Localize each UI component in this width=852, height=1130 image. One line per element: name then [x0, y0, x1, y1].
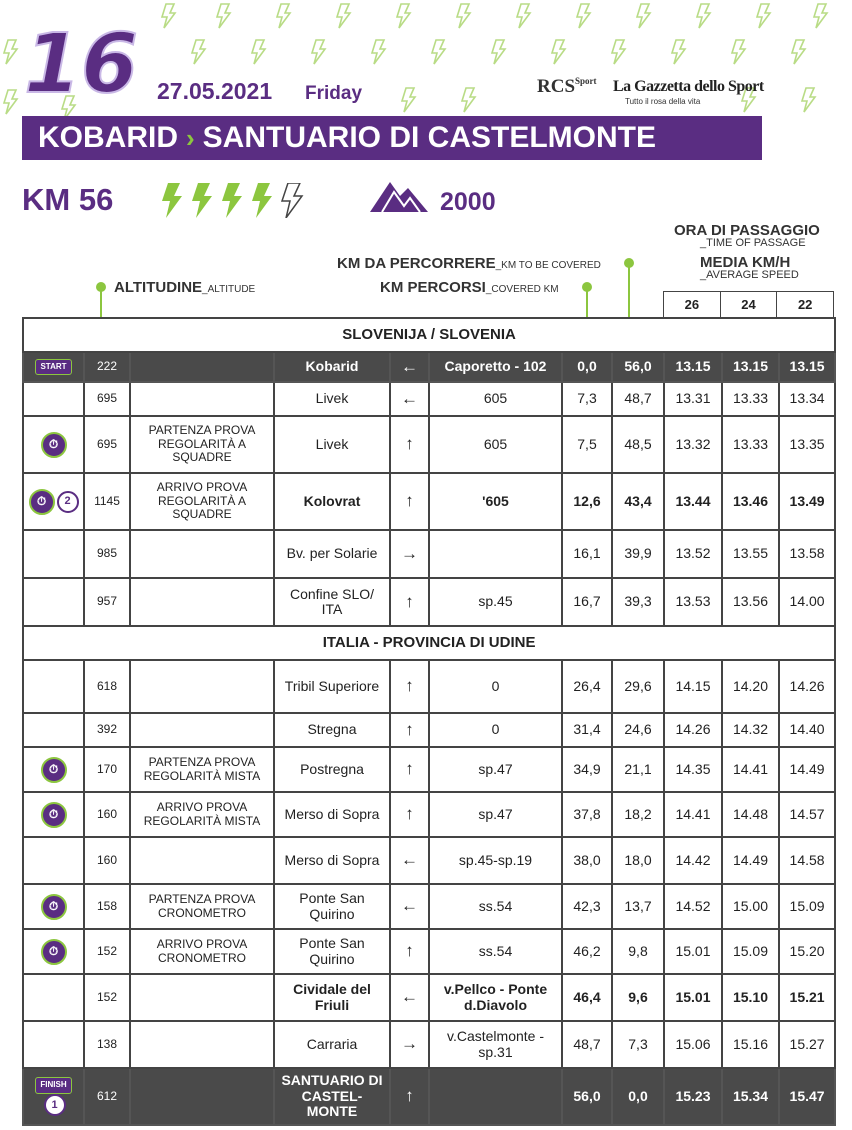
km-done-cell: 46,4: [562, 974, 612, 1021]
km-done-label: KM PERCORSI_COVERED KM: [380, 279, 559, 296]
altitude-cell: 957: [84, 578, 130, 626]
road-cell: 0: [429, 713, 562, 747]
direction-icon: ←: [390, 352, 429, 382]
km-left-cell: 18,0: [612, 837, 664, 884]
road-cell: sp.47: [429, 792, 562, 837]
km-done-pin: [586, 288, 588, 318]
rcs-logo-text: RCS: [537, 76, 576, 97]
icon-cell: [23, 713, 84, 747]
icon-cell: [23, 837, 84, 884]
time-passage-label: ORA DI PASSAGGIO: [674, 222, 820, 239]
place-cell: Ponte San Quirino: [274, 929, 390, 974]
route-arrow-icon: ›: [186, 123, 195, 153]
altitude-cell: 612: [84, 1068, 130, 1125]
finish-flag-icon: FINISH: [35, 1077, 71, 1094]
km-left-cell: 48,5: [612, 416, 664, 473]
time-24-cell: 13.33: [722, 382, 779, 416]
speed-col-2: 24: [720, 291, 778, 318]
direction-icon: ↑: [390, 747, 429, 792]
time-passage-label-en: _TIME OF PASSAGE: [700, 237, 806, 249]
section-title: ITALIA - PROVINCIA DI UDINE: [23, 626, 835, 660]
icon-cell: [23, 473, 84, 530]
time-24-cell: 15.10: [722, 974, 779, 1021]
table-row: [23, 660, 835, 713]
icon-cell: [23, 382, 84, 416]
note-cell: [130, 1021, 274, 1068]
time-22-cell: 13.15: [779, 352, 835, 382]
table-row: [23, 578, 835, 626]
road-cell: '605: [429, 473, 562, 530]
km-left-cell: 7,3: [612, 1021, 664, 1068]
time-26-cell: 15.23: [664, 1068, 722, 1125]
time-22-cell: 14.49: [779, 747, 835, 792]
time-26-cell: 14.41: [664, 792, 722, 837]
road-cell: sp.47: [429, 747, 562, 792]
place-cell: Tribil Superiore: [274, 660, 390, 713]
direction-icon: ↑: [390, 473, 429, 530]
place-cell: Merso di Sopra: [274, 837, 390, 884]
section-header-row: [23, 318, 835, 352]
icon-cell: [23, 352, 84, 382]
km-done-cell: 56,0: [562, 1068, 612, 1125]
time-24-cell: 13.15: [722, 352, 779, 382]
km-left-cell: 43,4: [612, 473, 664, 530]
speed-col-3: 22: [776, 291, 834, 318]
note-cell: [130, 382, 274, 416]
time-26-cell: 13.52: [664, 530, 722, 578]
km-done-cell: 48,7: [562, 1021, 612, 1068]
note-cell: [130, 974, 274, 1021]
place-cell: Merso di Sopra: [274, 792, 390, 837]
place-cell: Livek: [274, 382, 390, 416]
km-done-cell: 31,4: [562, 713, 612, 747]
gazzetta-tagline: Tutto il rosa della vita: [625, 97, 701, 106]
road-cell: v.Castelmonte - sp.31: [429, 1021, 562, 1068]
altitude-cell: 392: [84, 713, 130, 747]
difficulty-rating: [160, 183, 310, 218]
note-cell: [130, 1068, 274, 1125]
altitude-cell: 160: [84, 792, 130, 837]
note-cell: [130, 713, 274, 747]
km-left-cell: 39,9: [612, 530, 664, 578]
time-24-cell: 15.00: [722, 884, 779, 929]
road-cell: sp.45-sp.19: [429, 837, 562, 884]
direction-icon: ←: [390, 382, 429, 416]
rcs-logo-sub: Sport: [575, 76, 597, 86]
start-flag-icon: START: [35, 359, 71, 376]
km-done-cell: 0,0: [562, 352, 612, 382]
route-banner: [22, 116, 762, 160]
road-cell: v.Pellco - Ponte d.Diavolo: [429, 974, 562, 1021]
time-22-cell: 15.47: [779, 1068, 835, 1125]
note-cell: [130, 352, 274, 382]
finish-stopwatch-icon: ⏱: [41, 802, 67, 828]
route-from: KOBARID: [38, 121, 178, 154]
road-cell: ss.54: [429, 929, 562, 974]
km-left-cell: 56,0: [612, 352, 664, 382]
road-cell: [429, 530, 562, 578]
direction-icon: ↑: [390, 713, 429, 747]
difficulty-bolt-icon: [222, 183, 242, 218]
time-22-cell: 14.58: [779, 837, 835, 884]
direction-icon: ↑: [390, 578, 429, 626]
difficulty-bolt-icon: [192, 183, 212, 218]
icon-cell: [23, 929, 84, 974]
altitude-cell: 158: [84, 884, 130, 929]
place-cell: Cividale del Friuli: [274, 974, 390, 1021]
route-to: SANTUARIO DI CASTELMONTE: [202, 121, 656, 154]
gazzetta-logo: La Gazzetta dello Sport: [613, 78, 764, 95]
time-24-cell: 14.49: [722, 837, 779, 884]
time-22-cell: 13.58: [779, 530, 835, 578]
place-cell: Ponte San Quirino: [274, 884, 390, 929]
time-24-cell: 14.20: [722, 660, 779, 713]
altitude-pin: [100, 288, 102, 318]
direction-icon: ↑: [390, 929, 429, 974]
place-cell: Carraria: [274, 1021, 390, 1068]
km-left-cell: 18,2: [612, 792, 664, 837]
time-26-cell: 15.01: [664, 929, 722, 974]
icon-cell: [23, 747, 84, 792]
mountain-icon: [370, 178, 428, 214]
time-26-cell: 13.44: [664, 473, 722, 530]
icon-cell: [23, 660, 84, 713]
place-cell: Confine SLO/ ITA: [274, 578, 390, 626]
km-left-cell: 48,7: [612, 382, 664, 416]
direction-icon: ↑: [390, 660, 429, 713]
km-left-cell: 24,6: [612, 713, 664, 747]
icon-cell: [23, 1068, 84, 1125]
finish-stopwatch-icon: ⏱: [29, 489, 55, 515]
stage-date: 27.05.2021: [157, 78, 273, 104]
icon-cell: [23, 1021, 84, 1068]
gpm-category-icon: 1: [44, 1094, 66, 1116]
table-row: [23, 974, 835, 1021]
km-done-cell: 7,3: [562, 382, 612, 416]
altitude-cell: 695: [84, 382, 130, 416]
km-done-cell: 38,0: [562, 837, 612, 884]
time-22-cell: 15.27: [779, 1021, 835, 1068]
start-stopwatch-icon: ⏱: [41, 894, 67, 920]
direction-icon: ←: [390, 974, 429, 1021]
km-left-cell: 29,6: [612, 660, 664, 713]
table-row: [23, 382, 835, 416]
time-26-cell: 14.42: [664, 837, 722, 884]
km-done-cell: 46,2: [562, 929, 612, 974]
time-24-cell: 14.41: [722, 747, 779, 792]
altitude-cell: 222: [84, 352, 130, 382]
icon-cell: [23, 792, 84, 837]
table-row: [23, 713, 835, 747]
km-done-cell: 42,3: [562, 884, 612, 929]
time-24-cell: 14.48: [722, 792, 779, 837]
road-cell: 605: [429, 416, 562, 473]
road-cell: ss.54: [429, 884, 562, 929]
altitude-cell: 160: [84, 837, 130, 884]
time-26-cell: 14.35: [664, 747, 722, 792]
time-26-cell: 14.52: [664, 884, 722, 929]
table-row: [23, 747, 835, 792]
road-cell: [429, 1068, 562, 1125]
time-22-cell: 13.49: [779, 473, 835, 530]
km-done-cell: 7,5: [562, 416, 612, 473]
start-stopwatch-icon: ⏱: [41, 432, 67, 458]
time-24-cell: 13.46: [722, 473, 779, 530]
speed-col-1: 26: [663, 291, 721, 318]
direction-icon: ↑: [390, 1068, 429, 1125]
time-26-cell: 15.06: [664, 1021, 722, 1068]
km-to-go-pin: [628, 264, 630, 318]
time-26-cell: 13.15: [664, 352, 722, 382]
finish-stopwatch-icon: ⏱: [41, 939, 67, 965]
direction-icon: →: [390, 530, 429, 578]
km-done-cell: 34,9: [562, 747, 612, 792]
start-stopwatch-icon: ⏱: [41, 757, 67, 783]
time-26-cell: 13.53: [664, 578, 722, 626]
table-row: [23, 473, 835, 530]
time-24-cell: 13.56: [722, 578, 779, 626]
km-left-cell: 0,0: [612, 1068, 664, 1125]
note-cell: ARRIVO PROVA REGOLARITÀ MISTA: [130, 792, 274, 837]
difficulty-bolt-empty-icon: [282, 183, 302, 218]
altitude-cell: 152: [84, 974, 130, 1021]
km-done-cell: 26,4: [562, 660, 612, 713]
table-row: [23, 530, 835, 578]
time-22-cell: 14.40: [779, 713, 835, 747]
time-22-cell: 14.00: [779, 578, 835, 626]
stage-number-logo: [20, 22, 152, 102]
icon-cell: [23, 530, 84, 578]
km-left-cell: 9,6: [612, 974, 664, 1021]
route-timetable: [22, 317, 836, 1126]
note-cell: PARTENZA PROVA CRONOMETRO: [130, 884, 274, 929]
note-cell: [130, 578, 274, 626]
icon-cell: [23, 974, 84, 1021]
time-22-cell: 15.21: [779, 974, 835, 1021]
road-cell: 0: [429, 660, 562, 713]
section-title: SLOVENIJA / SLOVENIA: [23, 318, 835, 352]
place-cell: Bv. per Solarie: [274, 530, 390, 578]
time-26-cell: 13.31: [664, 382, 722, 416]
time-22-cell: 13.35: [779, 416, 835, 473]
speed-header: [664, 291, 834, 318]
note-cell: PARTENZA PROVA REGOLARITÀ MISTA: [130, 747, 274, 792]
km-left-cell: 13,7: [612, 884, 664, 929]
km-done-cell: 16,1: [562, 530, 612, 578]
time-26-cell: 14.15: [664, 660, 722, 713]
direction-icon: ←: [390, 884, 429, 929]
km-left-cell: 21,1: [612, 747, 664, 792]
km-to-go-label: KM DA PERCORRERE_KM TO BE COVERED: [337, 255, 601, 272]
time-24-cell: 14.32: [722, 713, 779, 747]
time-22-cell: 15.20: [779, 929, 835, 974]
time-26-cell: 15.01: [664, 974, 722, 1021]
time-22-cell: 14.57: [779, 792, 835, 837]
time-24-cell: 13.55: [722, 530, 779, 578]
icon-cell: [23, 884, 84, 929]
altitude-cell: 138: [84, 1021, 130, 1068]
time-22-cell: 13.34: [779, 382, 835, 416]
road-cell: sp.45: [429, 578, 562, 626]
altitude-cell: 695: [84, 416, 130, 473]
place-cell: SANTUARIO DI CASTEL-MONTE: [274, 1068, 390, 1125]
road-cell: 605: [429, 382, 562, 416]
direction-icon: →: [390, 1021, 429, 1068]
km-done-cell: 16,7: [562, 578, 612, 626]
note-cell: ARRIVO PROVA REGOLARITÀ A SQUADRE: [130, 473, 274, 530]
rcs-sport-logo: [537, 76, 597, 98]
table-row: [23, 884, 835, 929]
icon-cell: [23, 416, 84, 473]
note-cell: [130, 530, 274, 578]
place-cell: Stregna: [274, 713, 390, 747]
place-cell: Kolovrat: [274, 473, 390, 530]
place-cell: Kobarid: [274, 352, 390, 382]
road-cell: Caporetto - 102: [429, 352, 562, 382]
table-row: [23, 792, 835, 837]
time-24-cell: 15.16: [722, 1021, 779, 1068]
altitude-cell: 985: [84, 530, 130, 578]
section-header-row: [23, 626, 835, 660]
table-row: [23, 929, 835, 974]
note-cell: [130, 660, 274, 713]
stage-weekday: Friday: [305, 83, 363, 104]
km-done-cell: 12,6: [562, 473, 612, 530]
altitude-cell: 170: [84, 747, 130, 792]
table-row: [23, 352, 835, 382]
direction-icon: ↑: [390, 792, 429, 837]
avg-speed-label: MEDIA KM/H: [700, 254, 791, 271]
altitude-gain: 2000: [440, 188, 496, 216]
icon-cell: [23, 578, 84, 626]
altitude-cell: 1145: [84, 473, 130, 530]
altitude-cell: 618: [84, 660, 130, 713]
gpm-category-icon: 2: [57, 491, 79, 513]
note-cell: [130, 837, 274, 884]
km-left-cell: 39,3: [612, 578, 664, 626]
time-24-cell: 15.09: [722, 929, 779, 974]
stage-distance: KM 56: [22, 182, 114, 217]
time-22-cell: 15.09: [779, 884, 835, 929]
table-row: [23, 1068, 835, 1125]
time-24-cell: 13.33: [722, 416, 779, 473]
difficulty-bolt-icon: [252, 183, 272, 218]
note-cell: ARRIVO PROVA CRONOMETRO: [130, 929, 274, 974]
stage-number-text: 16: [24, 22, 139, 102]
place-cell: Livek: [274, 416, 390, 473]
note-cell: PARTENZA PROVA REGOLARITÀ A SQUADRE: [130, 416, 274, 473]
place-cell: Postregna: [274, 747, 390, 792]
direction-icon: ←: [390, 837, 429, 884]
time-26-cell: 14.26: [664, 713, 722, 747]
km-left-cell: 9,8: [612, 929, 664, 974]
time-22-cell: 14.26: [779, 660, 835, 713]
time-24-cell: 15.34: [722, 1068, 779, 1125]
altitude-label: ALTITUDINE_ALTITUDE: [114, 279, 256, 296]
time-26-cell: 13.32: [664, 416, 722, 473]
avg-speed-label-en: _AVERAGE SPEED: [700, 269, 799, 281]
direction-icon: ↑: [390, 416, 429, 473]
table-row: [23, 1021, 835, 1068]
table-row: [23, 837, 835, 884]
km-done-cell: 37,8: [562, 792, 612, 837]
table-row: [23, 416, 835, 473]
difficulty-bolt-icon: [162, 183, 182, 218]
altitude-cell: 152: [84, 929, 130, 974]
